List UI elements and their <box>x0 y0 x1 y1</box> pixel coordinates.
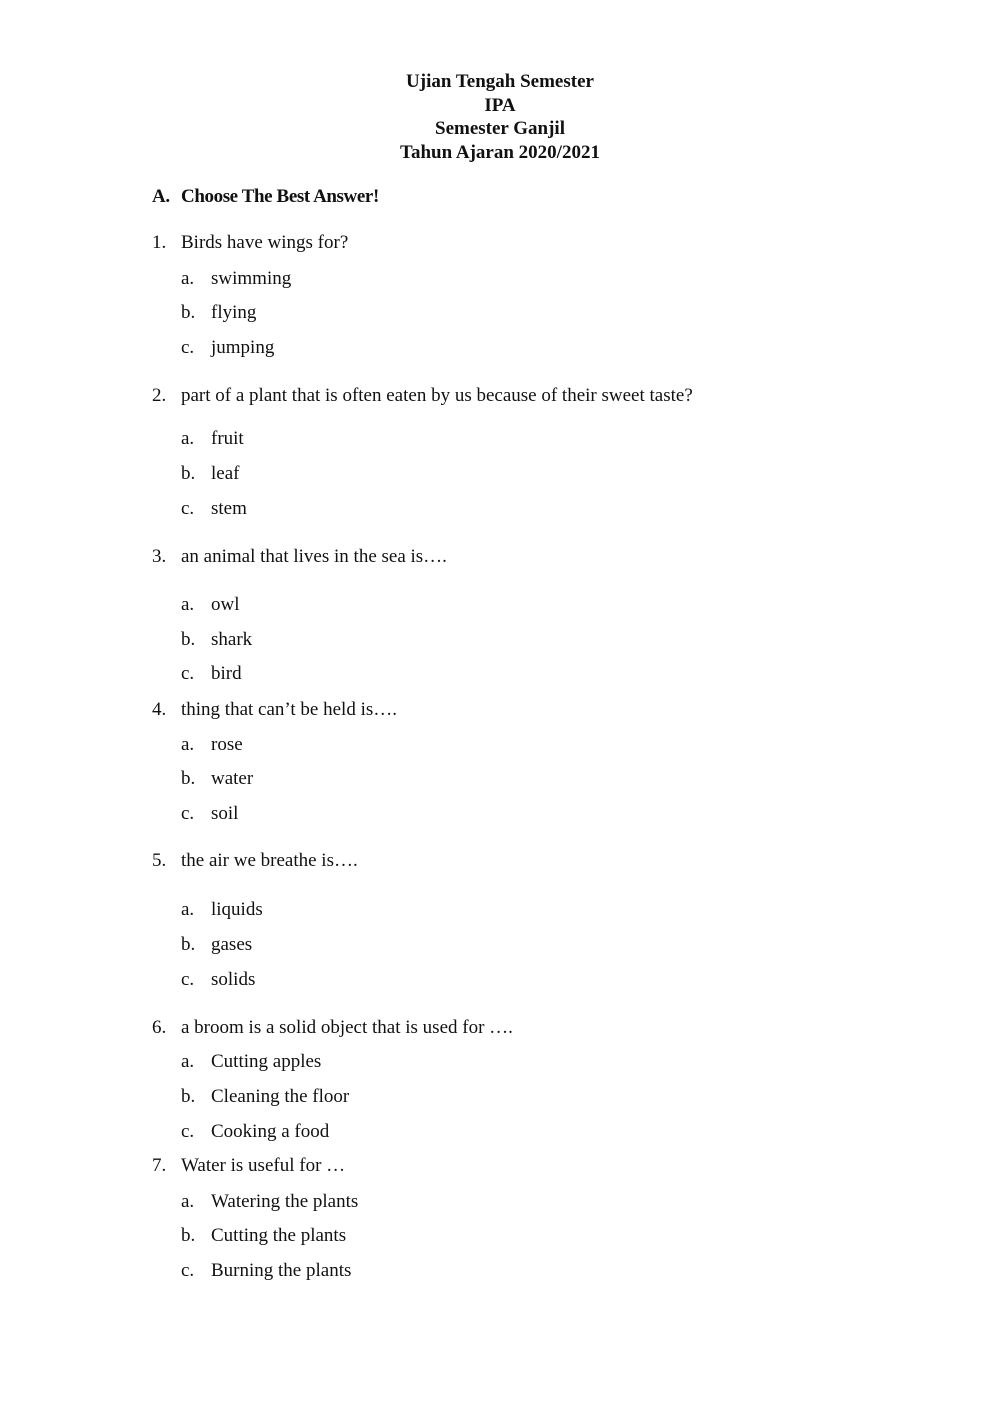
question-1-option-b[interactable] <box>181 301 256 325</box>
option-letter: c. <box>181 1260 195 1281</box>
option-letter: b. <box>181 768 196 789</box>
question-4 <box>152 698 397 722</box>
question-5-option-a[interactable] <box>181 898 263 922</box>
option-letter: b. <box>181 934 196 955</box>
question-2-option-a[interactable] <box>181 427 244 451</box>
option-letter: a. <box>181 1051 195 1072</box>
question-2-option-b[interactable] <box>181 462 239 486</box>
question-7-option-c[interactable] <box>181 1259 351 1283</box>
question-5-option-b[interactable] <box>181 933 252 957</box>
question-text: the air we breathe is…. <box>181 850 358 871</box>
question-text: Birds have wings for? <box>181 232 349 253</box>
section-heading <box>152 186 379 208</box>
option-text: Watering the plants <box>211 1191 359 1212</box>
option-letter: b. <box>181 1225 196 1246</box>
question-1-option-a[interactable] <box>181 267 291 291</box>
question-1 <box>152 231 348 255</box>
question-number: 6. <box>152 1017 167 1038</box>
question-4-option-a[interactable] <box>181 733 243 757</box>
question-7-option-b[interactable] <box>181 1224 346 1248</box>
question-1-option-c[interactable] <box>181 336 274 360</box>
option-text: Cleaning the floor <box>211 1086 350 1107</box>
question-text: thing that can’t be held is…. <box>181 699 397 720</box>
option-letter: c. <box>181 337 195 358</box>
exam-header <box>0 70 1000 164</box>
question-7-option-a[interactable] <box>181 1190 358 1214</box>
option-text: Cooking a food <box>211 1121 330 1142</box>
question-4-option-c[interactable] <box>181 802 238 826</box>
exam-title: Ujian Tengah Semester <box>406 71 594 92</box>
option-text: Cutting apples <box>211 1051 322 1072</box>
question-3-option-b[interactable] <box>181 628 252 652</box>
question-text: a broom is a solid object that is used for …. <box>181 1017 513 1038</box>
option-text: jumping <box>211 337 275 358</box>
exam-semester: Semester Ganjil <box>435 118 565 139</box>
option-letter: b. <box>181 629 196 650</box>
question-number: 1. <box>152 232 167 253</box>
question-6 <box>152 1016 513 1040</box>
option-letter: a. <box>181 1191 195 1212</box>
option-text: swimming <box>211 268 292 289</box>
option-letter: c. <box>181 803 195 824</box>
option-letter: c. <box>181 498 195 519</box>
option-text: Cutting the plants <box>211 1225 347 1246</box>
question-text: Water is useful for … <box>181 1155 346 1176</box>
option-letter: c. <box>181 969 195 990</box>
option-letter: a. <box>181 428 195 449</box>
option-text: Burning the plants <box>211 1260 352 1281</box>
option-letter: b. <box>181 463 196 484</box>
question-number: 5. <box>152 850 167 871</box>
option-text: leaf <box>211 463 240 484</box>
option-text: bird <box>211 663 242 684</box>
option-letter: a. <box>181 268 195 289</box>
question-3-option-c[interactable] <box>181 662 242 686</box>
section-letter: A. <box>152 186 170 207</box>
exam-academic-year: Tahun Ajaran 2020/2021 <box>400 141 600 163</box>
question-6-option-a[interactable] <box>181 1050 321 1074</box>
option-text: flying <box>211 302 257 323</box>
option-text: rose <box>211 734 243 755</box>
option-letter: b. <box>181 302 196 323</box>
question-2 <box>152 384 693 408</box>
option-letter: a. <box>181 734 195 755</box>
question-text: part of a plant that is often eaten by us because of their sweet taste? <box>181 385 693 406</box>
option-text: stem <box>211 498 247 519</box>
option-letter: b. <box>181 1086 196 1107</box>
section-title: Choose The Best Answer! <box>181 186 379 207</box>
option-text: gases <box>211 934 253 955</box>
question-5 <box>152 849 358 873</box>
option-letter: c. <box>181 1121 195 1142</box>
question-4-option-b[interactable] <box>181 767 253 791</box>
option-text: solids <box>211 969 256 990</box>
question-5-option-c[interactable] <box>181 968 255 992</box>
question-number: 7. <box>152 1155 167 1176</box>
question-text: an animal that lives in the sea is…. <box>181 546 447 567</box>
question-6-option-b[interactable] <box>181 1085 349 1109</box>
exam-subject: IPA <box>484 94 516 116</box>
option-text: liquids <box>211 899 263 920</box>
question-3-option-a[interactable] <box>181 593 240 617</box>
question-6-option-c[interactable] <box>181 1120 329 1144</box>
option-text: shark <box>211 629 253 650</box>
question-7 <box>152 1154 345 1178</box>
option-text: soil <box>211 803 239 824</box>
question-3 <box>152 545 447 569</box>
option-text: water <box>211 768 254 789</box>
option-letter: a. <box>181 594 195 615</box>
option-text: fruit <box>211 428 244 449</box>
option-text: owl <box>211 594 240 615</box>
option-letter: c. <box>181 663 195 684</box>
question-number: 4. <box>152 699 167 720</box>
option-letter: a. <box>181 899 195 920</box>
question-2-option-c[interactable] <box>181 497 247 521</box>
question-number: 2. <box>152 385 167 406</box>
question-number: 3. <box>152 546 167 567</box>
